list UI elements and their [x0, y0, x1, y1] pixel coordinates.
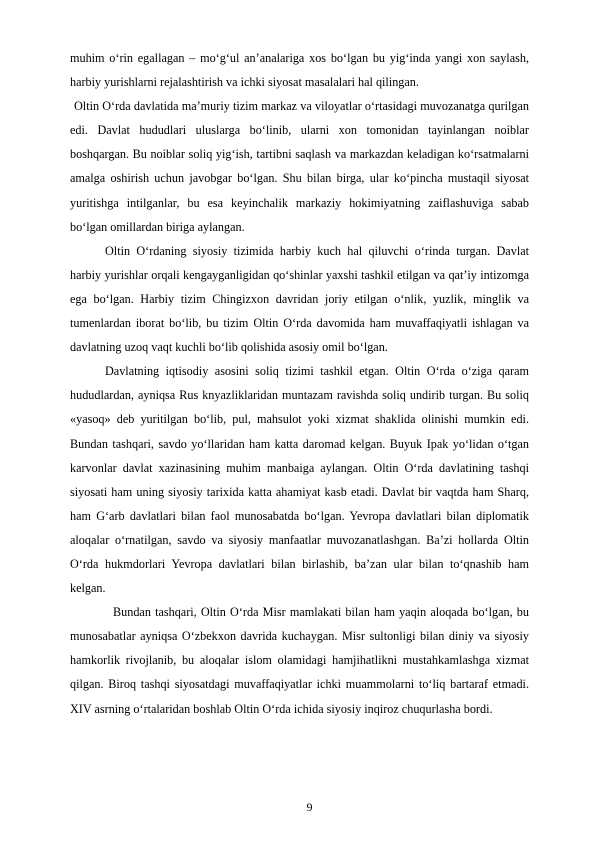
page-number: 9 — [306, 800, 313, 814]
document-body — [70, 46, 529, 721]
paragraph-1: muhim o‘rin egallagan – mo‘g‘ul an’analariga xos bo‘lgan bu yig‘inda yangi xon saylash, harbiy yurishlarni rejalashtirish va ichki siyosat masalalari hal qilingan. — [70, 51, 529, 90]
paragraph-5: Bundan tashqari, Oltin O‘rda Misr mamlakati bilan ham yaqin aloqada bo‘lgan, bu munosabatlar ayniqsa O‘zbekxon davrida kuchaygan. Misr sultonligi bilan diniy va siyosiy hamkorlik rivojlanib, bu aloqalar islom olamidagi hamjihatlikni mustahkamlashga xizmat qilgan. Biroq tashqi siyosatdagi muvaffaqiyatlar ichki muammolarni to‘liq bartaraf etmadi. XIV asrning o‘rtalaridan boshlab Oltin O‘rda ichida siyosiy inqiroz chuqurlasha bordi. — [70, 605, 529, 716]
paragraph-2: Oltin O‘rda davlatida ma’muriy tizim markaz va viloyatlar o‘rtasidagi muvozanatga qurilgan edi. Davlat hududlari uluslarga bo‘linib, ularni xon tomonidan tayinlangan noiblar boshqargan. Bu noiblar soliq yig‘ish, tartibni saqlash va markazdan keladigan ko‘rsatmalarni amalga oshirish uchun javobgar bo‘lgan. Shu bilan birga, ular ko‘pincha mustaqil siyosat yuritishga intilganlar, bu esa keyinchalik markaziy hokimiyatning zaiflashuviga sabab bo‘lgan omillardan biriga aylangan. — [70, 99, 529, 234]
paragraph-3: Oltin O‘rdaning siyosiy tizimida harbiy kuch hal qiluvchi o‘rinda turgan. Davlat harbiy yurishlar orqali kengayganligidan qo‘shinlar yaxshi tashkil etilgan va qat’iy intizomga ega bo‘lgan. Harbiy tizim Chingizxon davridan joriy etilgan o‘nlik, yuzlik, minglik va tumenlardan iborat bo‘lib, bu tizim Oltin O‘rda davomida ham muvaffaqiyatli ishlagan va davlatning uzoq vaqt kuchli bo‘lib qolishida asosiy omil bo‘lgan. — [70, 243, 529, 355]
paragraph-4: Davlatning iqtisodiy asosini soliq tizimi tashkil etgan. Oltin O‘rda o‘ziga qaram hududlardan, ayniqsa Rus knyazliklaridan muntazam ravishda soliq undirib turgan. Bu soliq «yasoq» deb yuritilgan bo‘lib, pul, mahsulot yoki xizmat shaklida olinishi mumkin edi. Bundan tashqari, savdo yo‘llaridan ham katta daromad kelgan. Buyuk Ipak yo‘lidan o‘tgan karvonlar davlat xazinasining muhim manbaiga aylangan. Oltin O‘rda davlatining tashqi siyosati ham uning siyosiy tarixida katta ahamiyat kasb etadi. Davlat bir vaqtda ham Sharq, ham G‘arb davlatlari bilan faol munosabatda bo‘lgan. Yevropa davlatlari bilan diplomatik aloqalar o‘rnatilgan, savdo va siyosiy manfaatlar muvozanatlashgan. Ba’zi hollarda Oltin O‘rda hukmdorlari Yevropa davlatlari bilan birlashib, ba’zan ular bilan to‘qnashib ham kelgan. — [70, 364, 529, 596]
